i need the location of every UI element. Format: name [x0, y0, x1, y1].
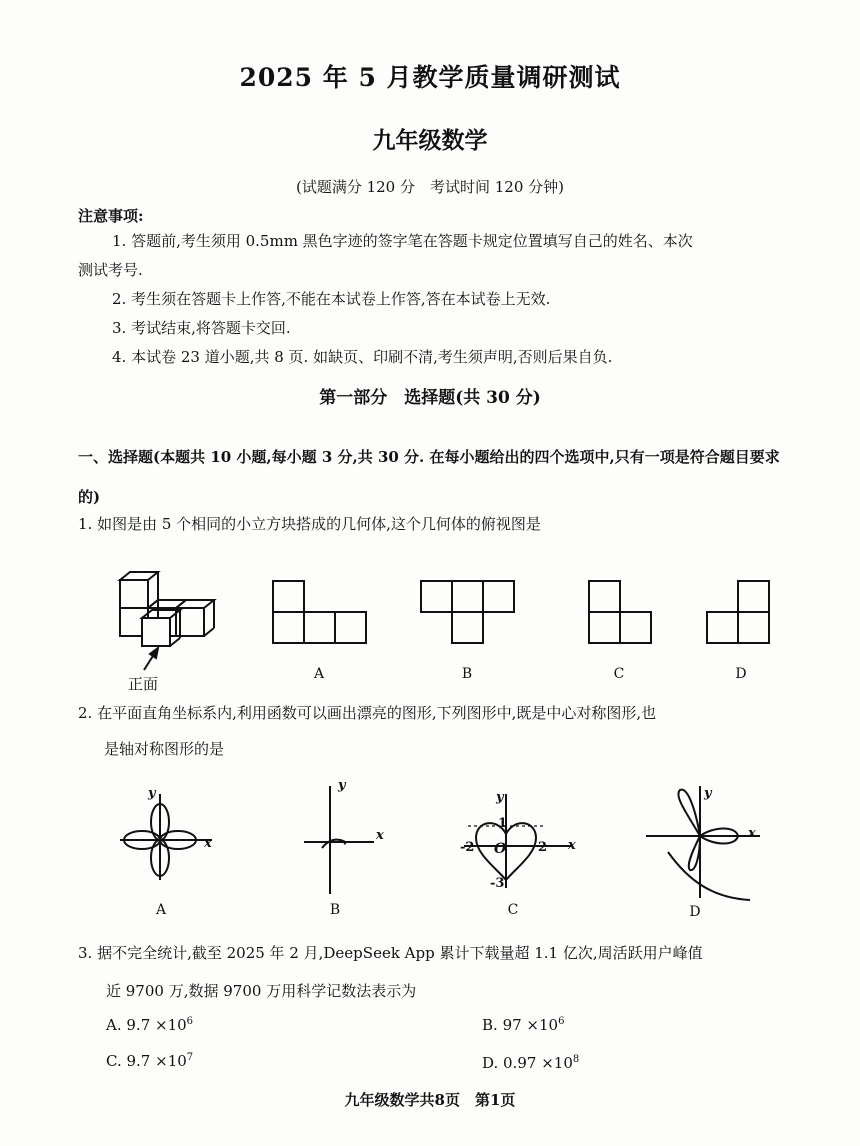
q1-option-a-label: A — [313, 666, 325, 682]
q2-stem-line2: 是轴对称图形的是 — [104, 740, 225, 758]
q1-solid-figure — [112, 566, 232, 686]
page-footer: 九年级数学共8页 第1页 — [344, 1091, 516, 1109]
q3-option-b-mantissa: 97 ×10 — [502, 1016, 559, 1034]
q3-option-c-label: C. — [106, 1052, 122, 1070]
note-item-3: 3. 考试结束,将答题卡交回. — [112, 319, 291, 337]
note-item-2: 2. 考生须在答题卡上作答,不能在本试卷上作答,答在本试卷上无效. — [112, 290, 551, 308]
part1-heading: 第一部分 选择题(共 30 分) — [319, 388, 541, 408]
q3-option-b-label: B. — [482, 1016, 498, 1034]
q3-option-c-mantissa: 9.7 ×10 — [126, 1052, 187, 1070]
note-item-1-cont: 测试考号. — [78, 261, 143, 279]
q3-option-d-label: D. — [482, 1054, 499, 1072]
q2-option-c-label: C — [507, 902, 519, 918]
q3-option-a-mantissa: 9.7 ×10 — [126, 1016, 187, 1034]
q3-option-c-exp: 7 — [186, 1052, 194, 1063]
q2-stem-line1: 2. 在平面直角坐标系内,利用函数可以画出漂亮的图形,下列图形中,既是中心对称图形,也 — [78, 704, 657, 722]
q2-c-tick-minus2: -2 — [460, 840, 475, 855]
q2-c-origin: O — [494, 841, 507, 857]
q2-c-tick-2: 2 — [538, 840, 548, 855]
q1-option-d-figure[interactable] — [706, 580, 776, 644]
q2-option-d-label: D — [689, 904, 701, 920]
q1-option-d-label: D — [735, 666, 747, 682]
q3-option-b[interactable] — [482, 1016, 564, 1034]
q2-c-axis-y: y — [496, 790, 504, 805]
q2-b-axis-x: x — [376, 828, 384, 843]
note-item-1: 1. 答题前,考生须用 0.5mm 黑色字迹的签字笔在答题卡规定位置填写自己的姓名、本次 — [112, 232, 693, 250]
q3-option-a[interactable] — [106, 1016, 193, 1034]
q2-option-a-label: A — [155, 902, 167, 918]
q2-a-axis-x: x — [204, 836, 212, 851]
q1-option-b-figure[interactable] — [420, 580, 520, 644]
q2-d-axis-y: y — [704, 786, 712, 801]
q2-c-tick-minus3: -3 — [490, 876, 505, 891]
notes-heading: 注意事项: — [78, 207, 144, 225]
q3-stem-line1: 3. 据不完全统计,截至 2025 年 2 月,DeepSeek App 累计下载量超 1.1 亿次,周活跃用户峰值 — [78, 944, 703, 962]
q1-option-c-label: C — [613, 666, 625, 682]
q2-c-tick-1: 1 — [498, 816, 508, 831]
q3-option-a-exp: 6 — [186, 1016, 194, 1027]
q3-option-a-label: A. — [106, 1016, 122, 1034]
section1-instructions: 一、选择题(本题共 10 小题,每小题 3 分,共 30 分. 在每小题给出的四个选项中,只有一项是符合题目要求的) — [78, 448, 780, 506]
exam-subtitle: 九年级数学 — [372, 127, 488, 154]
q2-option-a-figure[interactable] — [118, 788, 218, 888]
front-label: 正面 — [128, 675, 159, 693]
q2-a-axis-y: y — [148, 786, 156, 801]
note-item-4: 4. 本试卷 23 道小题,共 8 页. 如缺页、印刷不清,考生须声明,否则后果自负. — [112, 348, 613, 366]
q3-option-d-exp: 8 — [572, 1054, 580, 1065]
q3-option-d-mantissa: 0.97 ×10 — [503, 1054, 573, 1072]
exam-info: (试题满分 120 分 考试时间 120 分钟) — [295, 178, 565, 196]
q3-option-c[interactable] — [106, 1052, 193, 1070]
q3-option-b-exp: 6 — [558, 1016, 565, 1027]
q1-option-a-figure[interactable] — [272, 580, 372, 644]
q3-stem-line2: 近 9700 万,数据 9700 万用科学记数法表示为 — [106, 982, 417, 1000]
q2-c-axis-x: x — [568, 838, 576, 853]
q1-option-c-figure[interactable] — [588, 580, 658, 644]
q2-d-axis-x: x — [748, 826, 756, 841]
q1-stem: 1. 如图是由 5 个相同的小立方块搭成的几何体,这个几何体的俯视图是 — [78, 515, 541, 533]
q2-b-axis-y: y — [338, 778, 346, 793]
q3-option-d[interactable] — [482, 1054, 579, 1072]
q1-option-b-label: B — [461, 666, 473, 682]
exam-title: 2025 年 5 月教学质量调研测试 — [239, 63, 621, 92]
q2-option-b-label: B — [329, 902, 341, 918]
